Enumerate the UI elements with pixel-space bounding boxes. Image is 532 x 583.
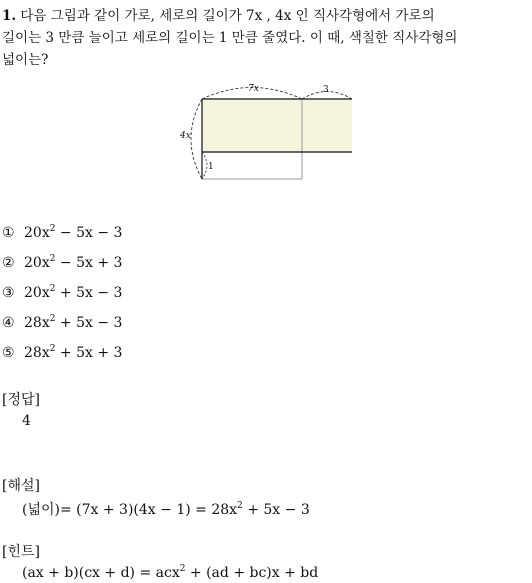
- choice-1-expression: $20x^2 - 5x - 3$: [24, 224, 123, 241]
- explanation-label: [해설]: [2, 478, 40, 494]
- label-4x: 4x: [180, 131, 191, 141]
- choice-5-mark: ⑤: [2, 345, 15, 361]
- label-3: 3: [323, 85, 329, 95]
- question-line-3: 넓이는?: [2, 52, 49, 68]
- choice-5-expression: $28x^2 + 5x + 3$: [24, 344, 123, 361]
- choice-3-mark: ③: [2, 285, 15, 301]
- choice-4[interactable]: [2, 315, 122, 331]
- answer-value: 4: [22, 413, 31, 429]
- choice-1-mark: ①: [2, 225, 15, 241]
- choice-1[interactable]: [2, 225, 122, 241]
- small-arc-1: [202, 152, 207, 179]
- label-1: 1: [208, 162, 214, 172]
- choice-2-mark: ②: [2, 255, 15, 271]
- question-line-2: 길이는 3 만큼 늘이고 세로의 길이는 1 만큼 줄였다. 이 때, 색칠한 직사각형의: [2, 30, 458, 46]
- question-text-1: 다음 그림과 같이 가로, 세로의 길이가 7x , 4x 인 직사각형에서 가로의: [20, 8, 435, 24]
- choice-2-expression: $20x^2 - 5x + 3$: [24, 254, 123, 271]
- hint-label: [힌트]: [2, 544, 40, 560]
- side-arc-4x: [191, 99, 202, 179]
- question-number: 1.: [2, 8, 17, 24]
- answer-label: [정답]: [2, 392, 40, 408]
- label-7x: 7x: [248, 84, 259, 94]
- explanation-formula: (넓이)= $(7x + 3)(4x - 1) = 28x^2 + 5x - 3$: [22, 501, 310, 518]
- question-line-1: [2, 4, 435, 24]
- shaded-rectangle: [202, 99, 352, 152]
- choice-5[interactable]: [2, 345, 122, 361]
- choice-3-expression: $20x^2 + 5x - 3$: [24, 284, 123, 301]
- rectangle-figure: [176, 80, 356, 184]
- hint-formula: (ax + b)(cx + d) = acx$^2$ + (ad + bc)x + bd: [22, 564, 319, 581]
- choice-3[interactable]: [2, 285, 122, 301]
- choice-4-expression: $28x^2 + 5x - 3$: [24, 314, 123, 331]
- choice-2[interactable]: [2, 255, 122, 271]
- choice-4-mark: ④: [2, 315, 15, 331]
